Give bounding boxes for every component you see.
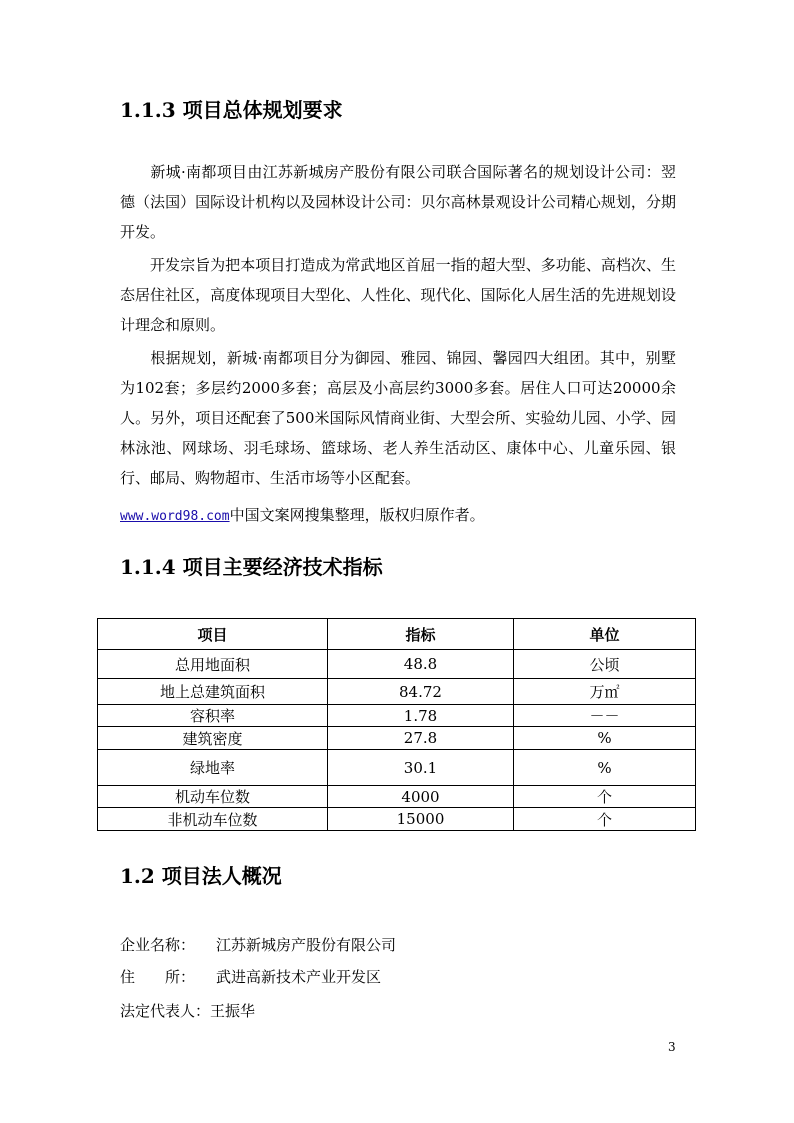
paragraph-groups: 根据规划，新城·南都项目分为御园、雅园、锦园、馨园四大组团。其中，别墅为102套；多层约2000多套；高层及小高层约3000多套。居住人口可达20000余人。另外，项目还配套了500米国际风情商业街、大型会所、实验幼儿园、小学、园林泳池、网球场、羽毛球场、篮球场、老人养生活动区、康体中心、儿童乐园、银行、邮局、购物超市、生活市场等小区配套。 [120,349,676,487]
table-row [98,679,696,705]
cell-item: 总用地面积 [98,650,328,679]
source-note: 中国文案网搜集整理，版权归原作者。 [229,506,485,524]
cell-value: 1.78 [328,705,514,727]
column-header-item: 项目 [98,619,328,650]
cell-item: 机动车位数 [98,786,328,808]
column-header-unit: 单位 [514,619,696,650]
company-name-row [120,930,396,960]
table-row [98,705,696,727]
source-line [120,500,676,532]
company-name-label: 企业名称： [120,936,196,954]
cell-unit: % [514,727,696,750]
legal-rep-row [120,996,255,1026]
section-heading-1-1-4: 1.1.4 项目主要经济技术指标 [120,555,383,579]
column-header-indicator: 指标 [328,619,514,650]
section-heading-1-1-3: 1.1.3 项目总体规划要求 [120,98,343,122]
table-row [98,650,696,679]
cell-unit: 个 [514,808,696,831]
paragraph-planning: 新城·南都项目由江苏新城房产股份有限公司联合国际著名的规划设计公司：翌德（法国）国际设计机构以及园林设计公司：贝尔高林景观设计公司精心规划，分期开发。 [120,163,676,241]
cell-item: 非机动车位数 [98,808,328,831]
cell-unit: 个 [514,786,696,808]
cell-item: 建筑密度 [98,727,328,750]
table-row [98,727,696,750]
cell-value: 48.8 [328,650,514,679]
cell-unit: －－ [514,705,696,727]
address-row [120,962,381,992]
legal-rep-value: 王振华 [210,1002,256,1020]
indicators-table [97,618,696,831]
page-number: 3 [668,1040,676,1054]
cell-value: 30.1 [328,750,514,786]
cell-item: 绿地率 [98,750,328,786]
address-label: 住 所： [120,968,196,986]
paragraph-development-goal: 开发宗旨为把本项目打造成为常武地区首屈一指的超大型、多功能、高档次、生态居住社区，高度体现项目大型化、人性化、现代化、国际化人居生活的先进规划设计理念和原则。 [120,256,676,334]
cell-value: 4000 [328,786,514,808]
address-value: 武进高新技术产业开发区 [216,968,382,986]
cell-unit: 公顷 [514,650,696,679]
cell-unit: % [514,750,696,786]
section-heading-1-2: 1.2 项目法人概况 [120,864,282,888]
table-row [98,808,696,831]
cell-item: 地上总建筑面积 [98,679,328,705]
cell-unit: 万㎡ [514,679,696,705]
source-link[interactable]: www.word98.com [120,509,230,524]
legal-rep-label: 法定代表人： [120,1002,211,1020]
table-row [98,750,696,786]
cell-value: 84.72 [328,679,514,705]
cell-item: 容积率 [98,705,328,727]
company-name-value: 江苏新城房产股份有限公司 [216,936,397,954]
table-row [98,786,696,808]
cell-value: 27.8 [328,727,514,750]
table-header-row [98,619,696,650]
cell-value: 15000 [328,808,514,831]
